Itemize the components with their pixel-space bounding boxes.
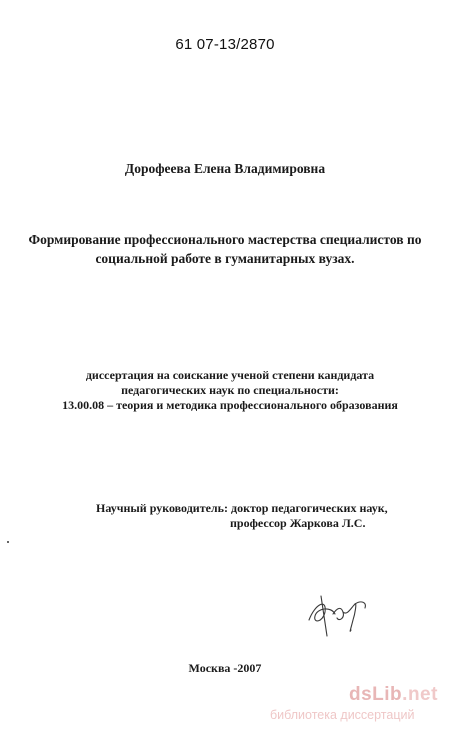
watermark-brand-main: dsLib	[349, 684, 403, 705]
title-line-1: Формирование профессионального мастерства специалистов по	[28, 232, 422, 247]
handwritten-signature	[305, 590, 375, 640]
degree-line-3: 13.00.08 – теория и методика профессионального образования	[62, 398, 398, 412]
degree-line-2: педагогических наук по специальности:	[121, 383, 339, 397]
degree-statement	[40, 368, 420, 413]
watermark-tagline: библиотека диссертаций	[270, 708, 415, 722]
dissertation-title	[28, 230, 422, 268]
title-line-2: социальной работе в гуманитарных вузах.	[95, 251, 355, 266]
registration-number: 61 07-13/2870	[175, 36, 275, 53]
author-name: Дорофеева Елена Владимировна	[124, 161, 326, 176]
degree-line-1: диссертация на соискание ученой степени кандидата	[85, 368, 375, 382]
watermark-brand-domain: .net	[402, 684, 438, 705]
supervisor-line-1: Научный руководитель: доктор педагогических наук,	[96, 501, 388, 515]
scan-speck	[7, 541, 9, 543]
supervisor-line-2: профессор Жаркова Л.С.	[230, 516, 366, 530]
watermark-brand[interactable]	[349, 684, 438, 706]
city-year: Москва -2007	[188, 661, 262, 675]
